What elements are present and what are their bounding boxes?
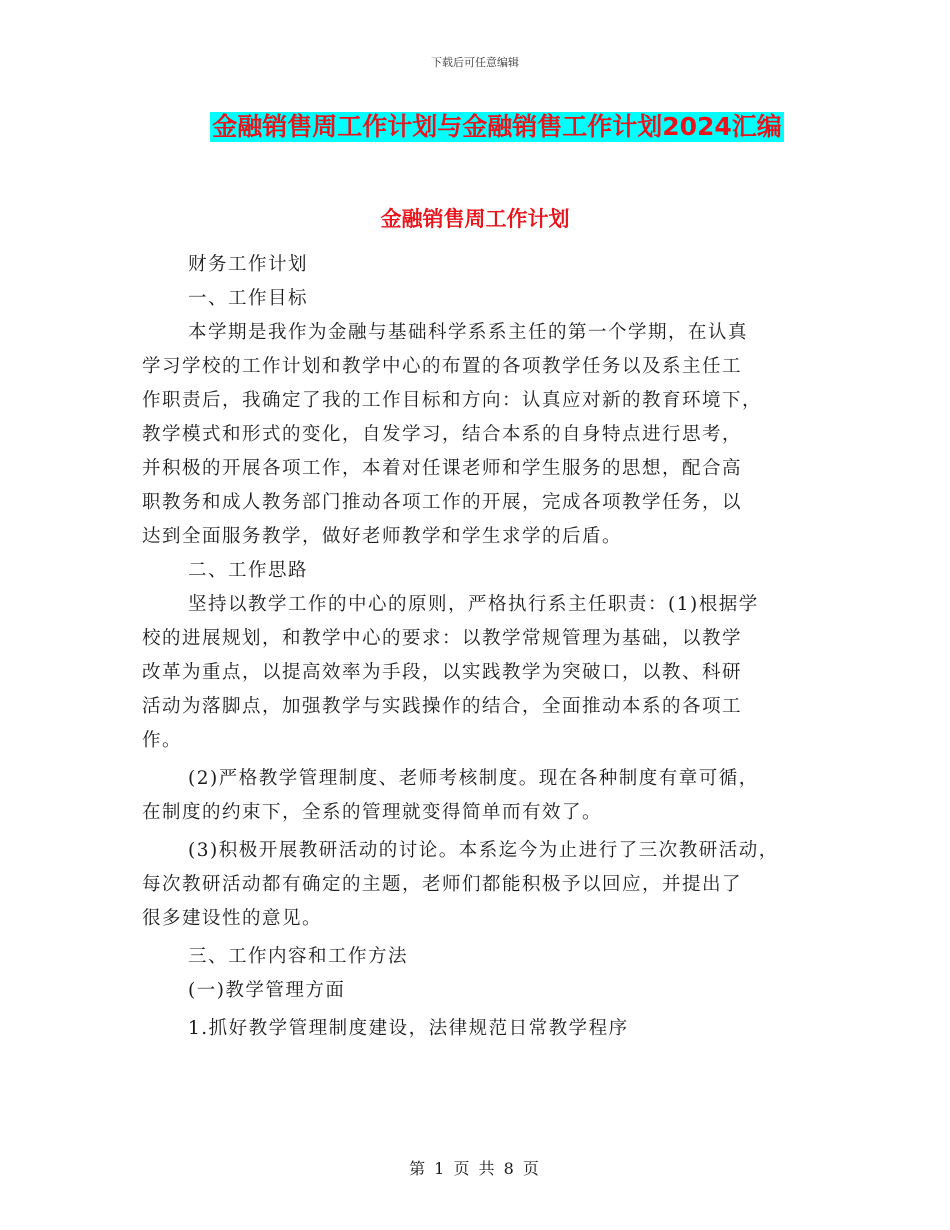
paragraph-line: 坚持以教学工作的中心的原则，严格执行系主任职责：(1)根据学 bbox=[188, 594, 759, 615]
paragraph-line: 职教务和成人教务部门推动各项工作的开展，完成各项教学任务，以 bbox=[142, 492, 743, 513]
paragraph-line: 达到全面服务教学，做好老师教学和学生求学的后盾。 bbox=[142, 526, 623, 547]
paragraph-line: 三、工作内容和工作方法 bbox=[188, 946, 409, 967]
paragraph-line: 本学期是我作为金融与基础科学系系主任的第一个学期，在认真 bbox=[188, 322, 749, 343]
paragraph-line: 二、工作思路 bbox=[188, 560, 309, 581]
paragraph bbox=[142, 834, 832, 936]
paragraph-line: 学习学校的工作计划和教学中心的布置的各项教学任务以及系主任工 bbox=[142, 356, 743, 377]
document-title-wrap bbox=[0, 112, 950, 142]
paragraph bbox=[142, 940, 832, 974]
paragraph bbox=[142, 554, 832, 588]
paragraph-line: 校的进展规划，和教学中心的要求：以教学常规管理为基础，以教学 bbox=[142, 628, 743, 649]
paragraph-line: 财务工作计划 bbox=[188, 254, 309, 275]
paragraph bbox=[142, 762, 832, 830]
paragraph-line: 很多建设性的意见。 bbox=[142, 908, 323, 929]
paragraph bbox=[142, 248, 832, 282]
paragraph-line: (2)严格教学管理制度、老师考核制度。现在各种制度有章可循， bbox=[188, 768, 759, 789]
paragraph bbox=[142, 974, 832, 1008]
paragraph bbox=[142, 316, 832, 554]
paragraph-line: 改革为重点，以提高效率为手段，以实践教学为突破口，以教、科研 bbox=[142, 662, 743, 683]
paragraph-line: (一)教学管理方面 bbox=[188, 980, 346, 1001]
paragraph-line: 教学模式和形式的变化，自发学习，结合本系的自身特点进行思考， bbox=[142, 424, 743, 445]
paragraph-line: 每次教研活动都有确定的主题，老师们都能积极予以回应，并提出了 bbox=[142, 874, 743, 895]
header-note: 下载后可任意编辑 bbox=[431, 56, 519, 69]
paragraph-line: 并积极的开展各项工作，本着对任课老师和学生服务的思想，配合高 bbox=[142, 458, 743, 479]
paragraph-line: 作职责后，我确定了我的工作目标和方向：认真应对新的教育环境下， bbox=[142, 390, 763, 411]
paragraph bbox=[142, 282, 832, 316]
paragraph bbox=[142, 1012, 832, 1046]
paragraph-line: 在制度的约束下，全系的管理就变得简单而有效了。 bbox=[142, 802, 603, 823]
paragraph-line: 一、工作目标 bbox=[188, 288, 309, 309]
paragraph-line: 活动为落脚点，加强教学与实践操作的结合，全面推动本系的各项工 bbox=[142, 696, 743, 717]
paragraph bbox=[142, 588, 832, 758]
page-footer: 第 1 页 共 8 页 bbox=[409, 1159, 541, 1178]
document-body bbox=[142, 248, 832, 1046]
paragraph-line: 作。 bbox=[142, 730, 183, 751]
paragraph-line: (3)积极开展教研活动的讨论。本系迄今为止进行了三次教研活动， bbox=[188, 840, 779, 861]
section-title: 金融销售周工作计划 bbox=[380, 207, 570, 231]
paragraph-line: 1.抓好教学管理制度建设，法律规范日常教学程序 bbox=[188, 1018, 629, 1039]
document-title: 金融销售周工作计划与金融销售工作计划2024汇编 bbox=[212, 112, 782, 141]
